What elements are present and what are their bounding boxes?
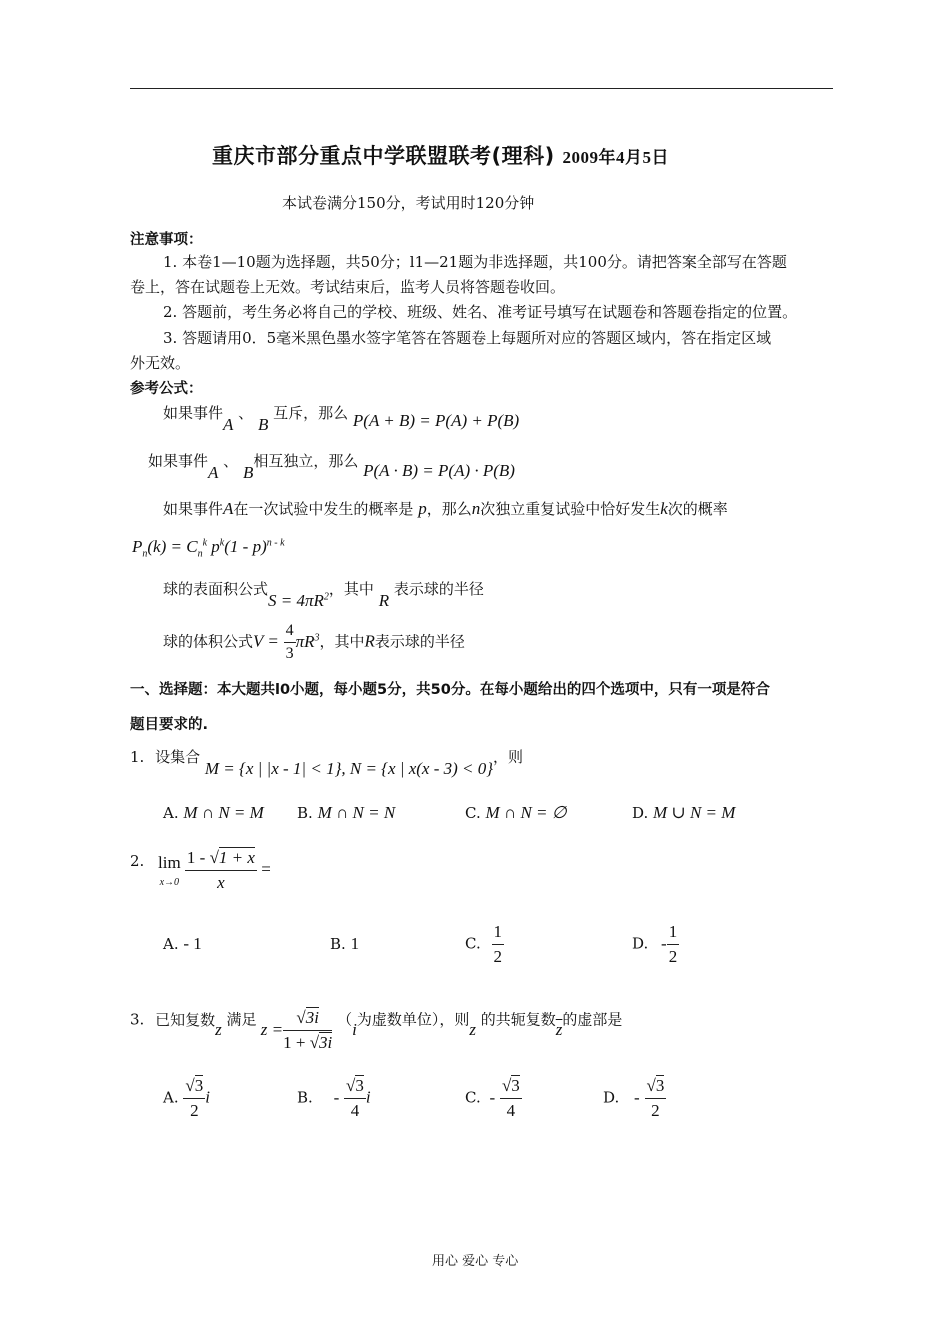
- f4-post: 表示球的半径: [393, 580, 484, 598]
- page-footer: 用心 爱心 专心: [432, 1254, 519, 1269]
- f3-b: 在一次试验中发生的概率是: [233, 500, 414, 518]
- q1-tail: ，则: [493, 748, 524, 766]
- q1-option-d[interactable]: D. M ∪ N = M: [632, 803, 736, 822]
- q3-option-a[interactable]: A. $\frac{√3}{2}$ i: [163, 1076, 210, 1120]
- f5-post: 表示球的半径: [374, 632, 465, 651]
- q1-stem: 设集合: [155, 748, 201, 766]
- f1-mid: 互斥，那么: [273, 404, 349, 422]
- formula-sphere-surface: 球的表面积公式$S = 4\pi R^2$，其中 R 表示球的半径: [163, 580, 484, 610]
- note-3-line-2: 外无效。: [130, 354, 191, 372]
- f2-expr: P(A · B) = P(A) · P(B): [363, 461, 515, 480]
- f4-pre: 球的表面积公式: [163, 580, 269, 598]
- header-rule: [130, 88, 833, 89]
- f5-pre: 球的体积公式: [163, 632, 254, 651]
- formula-mutually-exclusive: 如果事件A 、 B 互斥，那么 P(A + B) = P(A) + P(B): [163, 404, 520, 434]
- q2-option-c[interactable]: C. $\frac{1}{2}$: [465, 922, 502, 966]
- question-2: [130, 852, 144, 870]
- section1-line-1: 一、选择题：本大题共l0小题，每小题5分，共50分。在每小题给出的四个选项中，只有一项是符合: [130, 682, 770, 698]
- q2-num: 2.: [130, 852, 145, 870]
- question-1: [130, 746, 524, 778]
- f3-d: 次独立重复试验中恰好发生: [480, 500, 661, 518]
- f2-pre: 如果事件: [148, 452, 209, 470]
- q2-option-b[interactable]: B. 1: [330, 934, 360, 953]
- notes-heading: 注意事项：: [130, 232, 203, 248]
- f3-c: ，那么: [426, 500, 472, 518]
- section1-line-2: 题目要求的.: [130, 717, 209, 733]
- q3-num: 3.: [130, 1010, 145, 1029]
- f2-mid: 相互独立，那么: [253, 452, 359, 470]
- f4-mid: ，其中: [328, 580, 374, 598]
- formula-binomial-expr: $P_n(k) = C_n^k$ $p^k(1 - p)^{n - k}$: [132, 537, 285, 560]
- title-text: 重庆市部分重点中学联盟联考(理科): [212, 144, 555, 168]
- q1-num: 1.: [130, 748, 145, 766]
- f3-e: 次的概率: [667, 500, 728, 518]
- q2-option-d[interactable]: D. - $\frac{1}{2}$: [632, 922, 678, 966]
- f3-a: 如果事件: [163, 500, 224, 518]
- note-1-line-2: 卷上，答在试题卷上无效。考试结束后，监考人员将答题卷收回。: [130, 278, 566, 296]
- q3-option-b[interactable]: B. - $\frac{√3}{4}$ i: [297, 1076, 371, 1120]
- q1-option-c[interactable]: C. M ∩ N = ∅: [465, 803, 567, 822]
- formula-binomial-text: 如果事件A在一次试验中发生的概率是 p，那么n次独立重复试验中恰好发生k次的概率: [163, 499, 728, 518]
- f1-pre: 如果事件: [163, 404, 224, 422]
- note-2: 2. 答题前，考生务必将自己的学校、班级、姓名、准考证号填写在试题卷和答题卷指定的位置。: [163, 303, 798, 321]
- q3-option-d[interactable]: D. - $\frac{√3}{2}$: [603, 1076, 665, 1120]
- q3-option-c[interactable]: C. - $\frac{√3}{4}$: [465, 1076, 520, 1120]
- q1-option-b[interactable]: B. M ∩ N = N: [297, 803, 396, 822]
- formulas-heading: 参考公式：: [130, 381, 203, 397]
- formula-sphere-volume: 球的体积公式V = $\frac{4}{3}$ $\pi R^3$，其中R表示球的半径: [163, 622, 465, 662]
- note-1-line-1: 1. 本卷1—10题为选择题，共50分；l1—21题为非选择题，共100分。请把答案全部写在答题: [163, 253, 787, 271]
- page-title: [212, 140, 669, 170]
- f5-mid: ，其中: [319, 632, 365, 651]
- exam-subtitle: 本试卷满分150分，考试用时120分钟: [282, 194, 535, 212]
- q1-expr: M = {x | |x - 1| < 1}, N = {x | x(x - 3) < 0}: [204, 759, 494, 778]
- note-3-line-1: 3. 答题请用0．5毫米黑色墨水签字笔答在答题卷上每题所对应的答题区域内，答在指定区域: [163, 329, 772, 347]
- exam-date: 2009年4月5日: [562, 148, 670, 167]
- question-3: 3. 已知复数z 满足 z = $\frac{√3i}{1 + √3i}$ （i为虚数单位），则z 的共轭复数$\overline{z}$的虚部是: [130, 1008, 623, 1052]
- q2-option-a[interactable]: A. - 1: [163, 934, 202, 953]
- q2-expr: lim x→0 $\frac{1 - √1 + x}{x}$ =: [158, 848, 271, 892]
- formula-independent: 如果事件A 、 B相互独立，那么 P(A · B) = P(A) · P(B): [148, 452, 515, 482]
- f1-expr: P(A + B) = P(A) + P(B): [352, 411, 520, 430]
- q1-option-a[interactable]: A. M ∩ N = M: [163, 803, 264, 822]
